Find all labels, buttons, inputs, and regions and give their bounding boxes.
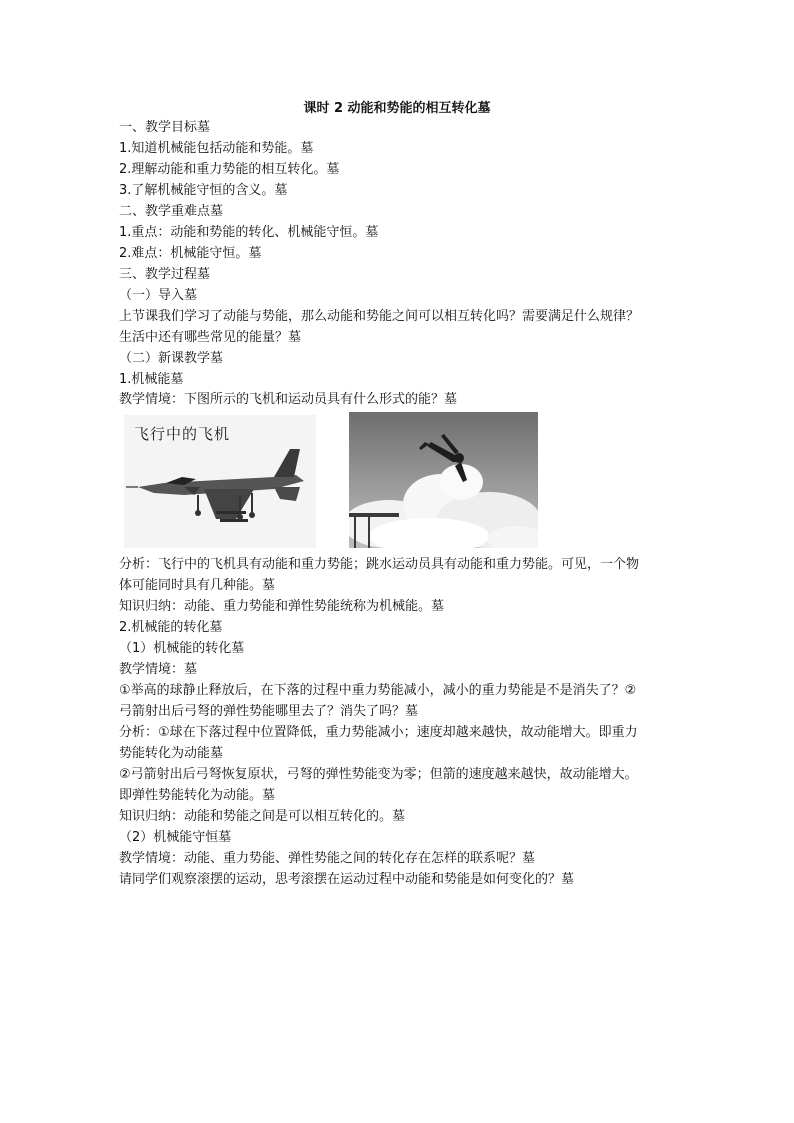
- text-line: 教学情境：墓: [119, 662, 198, 677]
- text-line: ①举高的球静止释放后，在下落的过程中重力势能减小，减小的重力势能是不是消失了？②: [119, 683, 637, 698]
- page-title: 课时 2 动能和势能的相互转化墓: [303, 101, 491, 116]
- text-line: 分析：①球在下落过程中位置降低，重力势能减小；速度却越来越快，故动能增大。即重力: [119, 725, 638, 740]
- text-line: 势能转化为动能墓: [119, 746, 224, 761]
- text-line: ②弓箭射出后弓弩恢复原状，弓弩的弹性势能变为零；但箭的速度越来越快，故动能增大。: [119, 767, 638, 782]
- text-line: 上节课我们学习了动能与势能，那么动能和势能之间可以相互转化吗？需要满足什么规律？: [119, 309, 640, 324]
- text-line: 体可能同时具有几种能。墓: [119, 578, 276, 593]
- text-line: 弓箭射出后弓弩的弹性势能哪里去了？消失了吗？墓: [119, 704, 419, 719]
- text-line: 教学情境：下图所示的飞机和运动员具有什么形式的能？墓: [119, 392, 458, 407]
- text-line: 分析：飞行中的飞机具有动能和重力势能；跳水运动员具有动能和重力势能。可见，一个物: [119, 557, 640, 572]
- figure-caption: 飞行中的飞机: [134, 425, 231, 443]
- text-line: 生活中还有哪些常见的能量？墓: [119, 330, 302, 345]
- text-line: 教学情境：动能、重力势能、弹性势能之间的转化存在怎样的联系呢？墓: [119, 851, 536, 866]
- diver-image: [349, 412, 538, 548]
- text-line: 即弹性势能转化为动能。墓: [119, 788, 276, 803]
- text-line: 2.理解动能和重力势能的相互转化。墓: [119, 162, 340, 177]
- text-line: 1.知道机械能包括动能和势能。墓: [119, 141, 314, 156]
- fighter-jet-icon: [124, 415, 316, 548]
- text-line: 2.难点：机械能守恒。墓: [119, 246, 262, 261]
- text-line: 请同学们观察滚摆的运动，思考滚摆在运动过程中动能和势能是如何变化的？墓: [119, 872, 575, 887]
- text-line: （一）导入墓: [119, 288, 198, 303]
- text-line: 二、教学重难点墓: [119, 204, 224, 219]
- text-line: 1.机械能墓: [119, 372, 184, 387]
- text-line: 知识归纳：动能、重力势能和弹性势能统称为机械能。墓: [119, 599, 445, 614]
- text-line: 3.了解机械能守恒的含义。墓: [119, 183, 288, 198]
- text-line: （二）新课教学墓: [119, 351, 224, 366]
- text-line: 三、教学过程墓: [119, 267, 211, 282]
- text-line: 2.机械能的转化墓: [119, 620, 223, 635]
- diver-icon: [349, 412, 538, 548]
- text-line: 一、教学目标墓: [119, 120, 211, 135]
- text-line: 1.重点：动能和势能的转化、机械能守恒。墓: [119, 225, 379, 240]
- text-line: 知识归纳：动能和势能之间是可以相互转化的。墓: [119, 809, 406, 824]
- fighter-jet-image: [124, 415, 316, 548]
- text-line: （2）机械能守恒墓: [119, 830, 232, 845]
- text-line: （1）机械能的转化墓: [119, 641, 245, 656]
